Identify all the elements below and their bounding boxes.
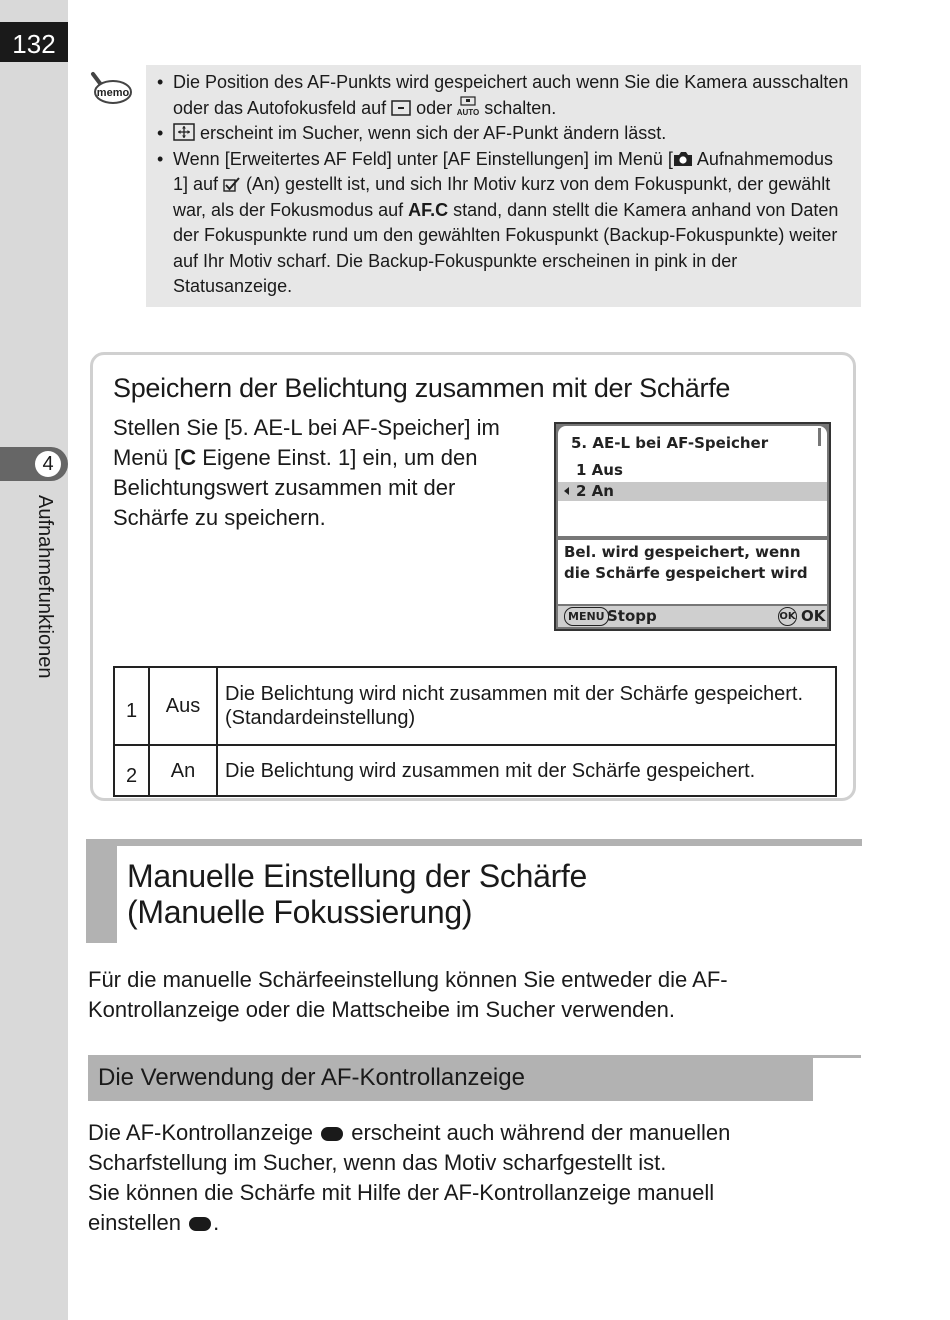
lcd-ok-label: OK [801, 607, 826, 625]
svg-text:AUTO: AUTO [457, 107, 480, 116]
menu-button-icon: MENU [564, 607, 609, 626]
lcd-footer [558, 606, 827, 627]
section-heading: Manuelle Einstellung der Schärfe (Manuelle Fokussierung) [127, 858, 588, 930]
table-row: 2 An Die Belichtung wird zusammen mit der Schärfe gespeichert. [114, 745, 836, 796]
options-table [113, 666, 837, 797]
lcd-option-an-selected[interactable]: 2 An [558, 482, 827, 501]
camera-icon [673, 151, 693, 167]
tip-panel [90, 352, 856, 801]
chapter-number: 4 [35, 451, 61, 477]
selection-arrow-icon [564, 487, 569, 495]
single-af-point-icon [391, 100, 411, 116]
panel-title: Speichern der Belichtung zusammen mit der Schärfe [113, 373, 731, 403]
focus-indicator-icon [321, 1127, 343, 1141]
table-row: 1 Aus Die Belichtung wird nicht zusammen mit der Schärfe gespeichert. (Standardeinstellung) [114, 667, 836, 745]
lcd-menu-area [558, 426, 827, 536]
custom-menu-icon: C [180, 445, 197, 470]
focus-indicator-icon [189, 1217, 211, 1231]
lcd-option-aus[interactable]: 1 Aus [576, 461, 623, 479]
heading-rule [86, 839, 862, 846]
lcd-description: Bel. wird gespeichert, wenn die Schärfe gespeichert wird [558, 540, 827, 604]
lcd-stop-label: Stopp [607, 607, 657, 625]
camera-lcd-screen [554, 422, 831, 631]
section-intro: Für die manuelle Schärfeeinstellung können Sie entweder die AF-Kontrollanzeige oder die Mattscheibe im Sucher verwenden. [88, 967, 728, 1022]
chapter-name: Aufnahmefunktionen [34, 495, 56, 679]
subheading: Die Verwendung der AF-Kontrollanzeige [98, 1064, 525, 1091]
lcd-title: 5. AE-L bei AF-Speicher [571, 434, 769, 452]
af-point-change-icon [173, 123, 195, 141]
memo-item-3: • Wenn [Erweitertes AF Feld] unter [AF Einstellungen] im Menü [ Aufnahmemodus 1] auf (An) gestellt ist, und sich Ihr Motiv kurz von dem Fokuspunkt, der gewählt war, als der Fokusmodus auf AF.C stand, dann stellt die Kamera anhand von Daten der Fokuspunkte rund um den gewählten Fokuspunkt (Backup-Fokuspunkte) weiter auf Ihr Motiv scharf. Die Backup-Fokuspunkte erscheinen in pink in der Statusanzeige. [154, 147, 851, 300]
memo-icon-label: memo [96, 87, 130, 99]
ok-button-icon: OK [778, 607, 797, 626]
heading-sidebar [86, 839, 117, 943]
body-paragraph-2: Sie können die Schärfe mit Hilfe der AF-Kontrollanzeige manuell einstellen . [88, 1180, 715, 1235]
body-paragraph-1: Die AF-Kontrollanzeige erscheint auch während der manuellen Scharfstellung im Sucher, wenn das Motiv scharfgestellt ist. [88, 1120, 731, 1175]
memo-icon [90, 70, 132, 112]
memo-box [146, 65, 861, 307]
memo-item-1: • Die Position des AF-Punkts wird gespeichert auch wenn Sie die Kamera ausschalten oder das Autofokusfeld auf oder AUTO schalten. [154, 70, 851, 121]
auto-af-select-icon [457, 96, 479, 116]
af-c-mode-label: AF.C [408, 199, 449, 220]
memo-item-2: • erscheint im Sucher, wenn sich der AF-Punkt ändern lässt. [154, 121, 851, 147]
checkbox-checked-icon [223, 176, 241, 192]
panel-text: Stellen Sie [5. AE-L bei AF-Speicher] im Menü [C Eigene Einst. 1] ein, um den Belichtungswert zusammen mit der Schärfe zu speichern. [113, 415, 500, 530]
page-number: 132 [0, 22, 68, 62]
